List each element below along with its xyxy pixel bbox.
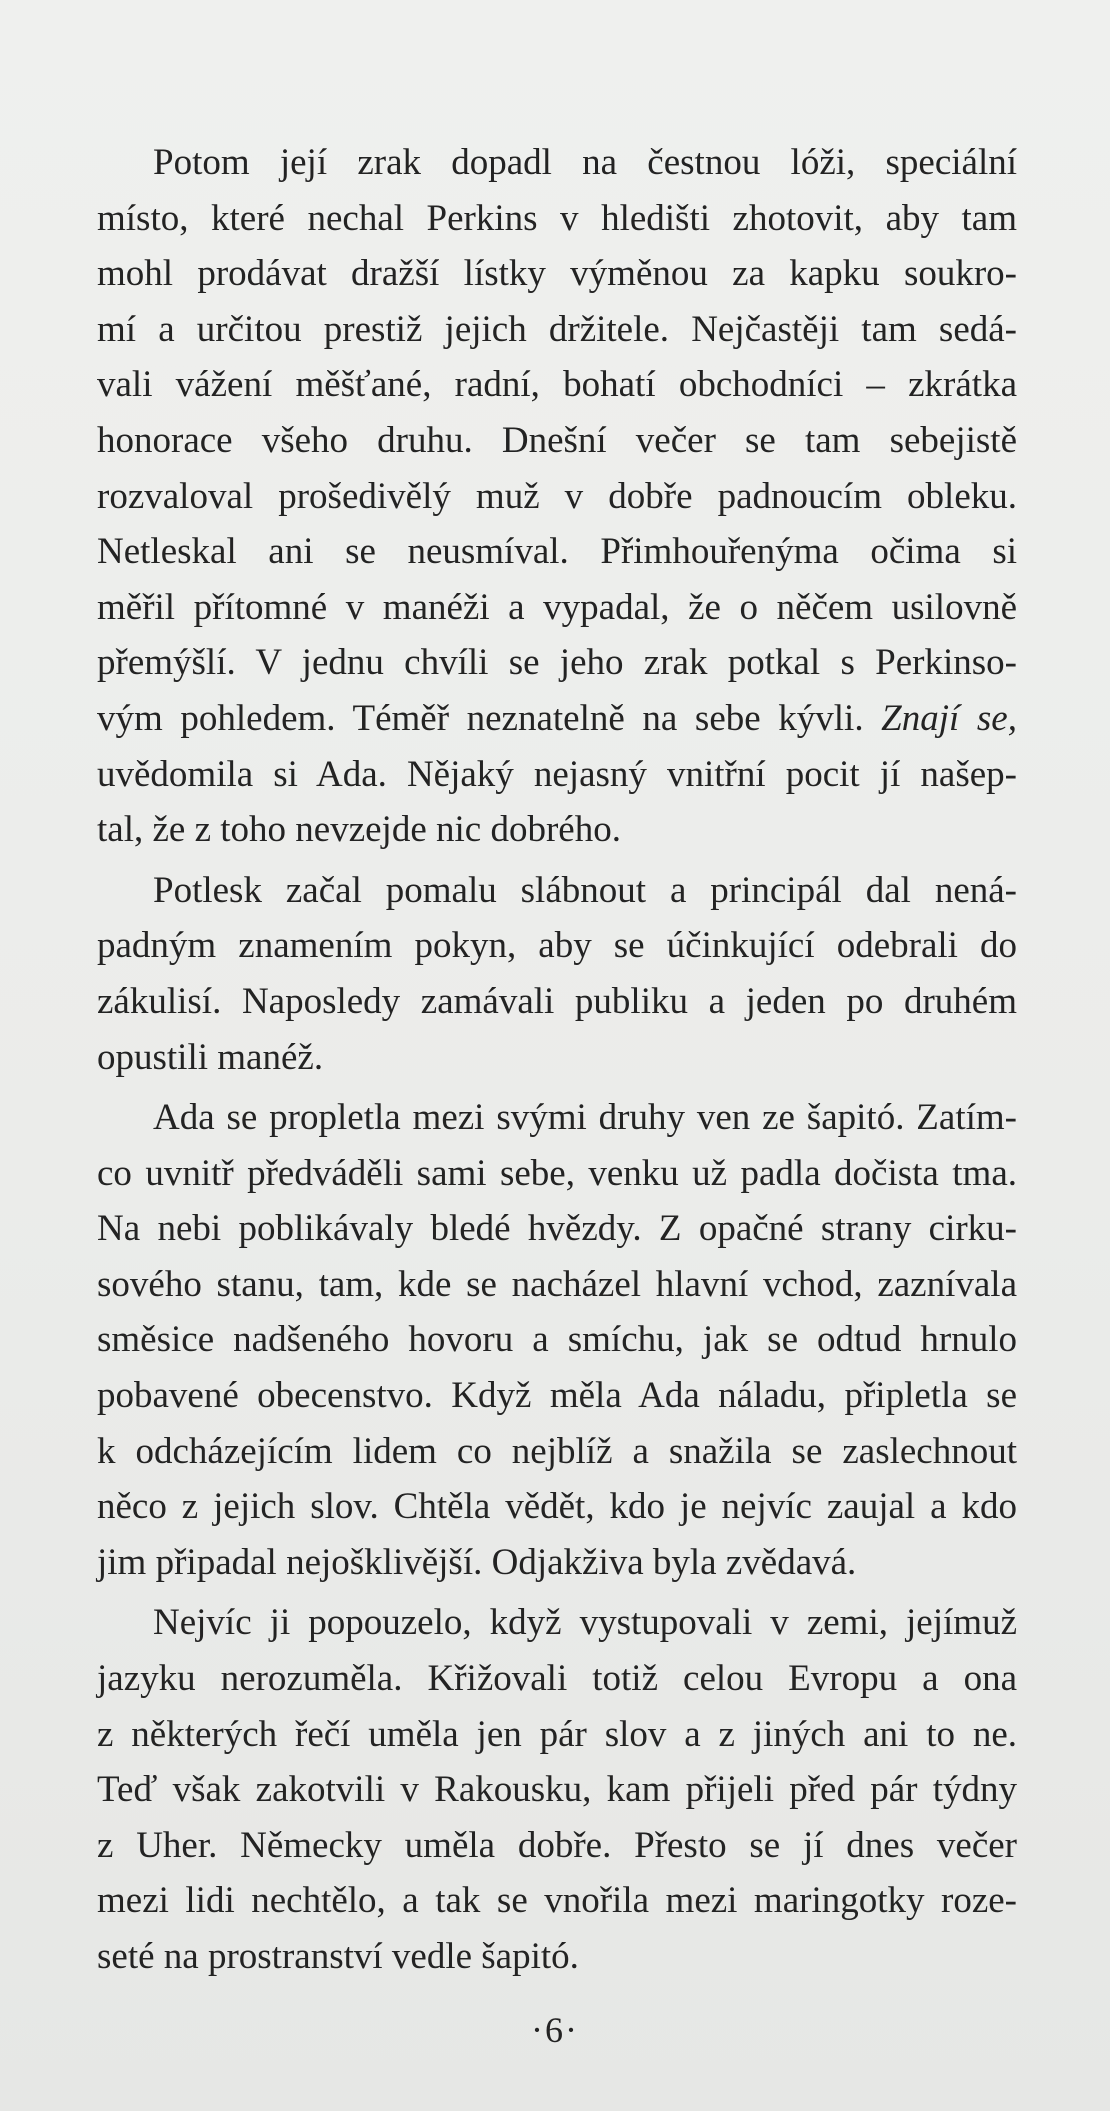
italic-phrase: Znají se, [881,697,1017,739]
text-line: honorace všeho druhu. Dnešní večer se tam sebejistě [97,419,1017,461]
text-line: Ada se propletla mezi svými druhy ven ze šapitó. Zatím- [153,1097,1017,1139]
text-line: uvědomila si Ada. Nějaký nejasný vnitřní pocit jí našep- [97,753,1017,795]
text-line: jim připadal nejošklivější. Odjakživa byla zvědavá. [97,1541,857,1583]
text-line: zákulisí. Naposledy zamávali publiku a jeden po druhém [97,980,1017,1022]
text-line: vali vážení měšťané, radní, bohatí obchodníci – zkrátka [97,364,1017,406]
text-line: seté na prostranství vedle šapitó. [97,1936,579,1977]
page-number: ·6· [531,2010,579,2050]
text-line-with-italic: vým pohledem. Téměř neznatelně na sebe kývli. Znají se, [97,697,1017,739]
text-line: k odcházejícím lidem co nejblíž a snažila se zaslechnout [97,1430,1017,1472]
text-line: Potlesk začal pomalu slábnout a principál dal nená- [153,869,1017,911]
text-line: tal, že z toho nevzejde nic dobrého. [97,809,621,851]
text-line: přemýšlí. V jednu chvíli se jeho zrak potkal s Perkinso- [97,642,1017,684]
paragraph-4 [97,1595,1017,1984]
text-line: padným znamením pokyn, aby se účinkující odebrali do [97,925,1017,967]
text-line: měřil přítomné v manéži a vypadal, že o něčem usilovně [97,586,1017,628]
text-line: pobavené obecenstvo. Když měla Ada náladu, připletla se [97,1375,1017,1417]
paragraph-1 [97,135,1017,858]
text-line: směsice nadšeného hovoru a smíchu, jak se odtud hrnulo [97,1319,1017,1361]
text-line: Na nebi poblikávaly bledé hvězdy. Z opačné strany cirku- [97,1208,1017,1250]
paragraph-2 [97,863,1017,1085]
text-line: místo, které nechal Perkins v hledišti zhotovit, aby tam [97,197,1017,239]
text-line: rozvaloval prošedivělý muž v dobře padnoucím obleku. [97,475,1017,517]
text-line: mezi lidi nechtělo, a tak se vnořila mezi maringotky roze- [97,1880,1017,1922]
text-line: sového stanu, tam, kde se nacházel hlavní vchod, zaznívala [97,1263,1017,1305]
paragraph-3 [97,1090,1017,1590]
text-line: opustili manéž. [97,1036,324,1078]
text-line: z některých řečí uměla jen pár slov a z jiných ani to ne. [97,1713,1017,1755]
text-line: z Uher. Německy uměla dobře. Přesto se jí dnes večer [97,1824,1017,1866]
body-text [97,135,1017,1985]
text-line: mohl prodávat dražší lístky výměnou za kapku soukro- [97,253,1017,295]
text-line: Potom její zrak dopadl na čestnou lóži, speciální [153,142,1017,183]
text-line: Nejvíc ji popouzelo, když vystupovali v zemi, jejímuž [153,1602,1017,1644]
text-line: jazyku nerozuměla. Křižovali totiž celou Evropu a ona [97,1658,1017,1700]
text-line: mí a určitou prestiž jejich držitele. Nejčastěji tam sedá- [97,308,1017,350]
text-line: něco z jejich slov. Chtěla vědět, kdo je nejvíc zaujal a kdo [97,1486,1017,1528]
text-line: Netleskal ani se neusmíval. Přimhouřenýma očima si [97,531,1017,573]
text-line: Teď však zakotvili v Rakousku, kam přijeli před pár týdny [97,1769,1017,1811]
text-line: co uvnitř předváděli sami sebe, venku už padla dočista tma. [97,1152,1017,1194]
